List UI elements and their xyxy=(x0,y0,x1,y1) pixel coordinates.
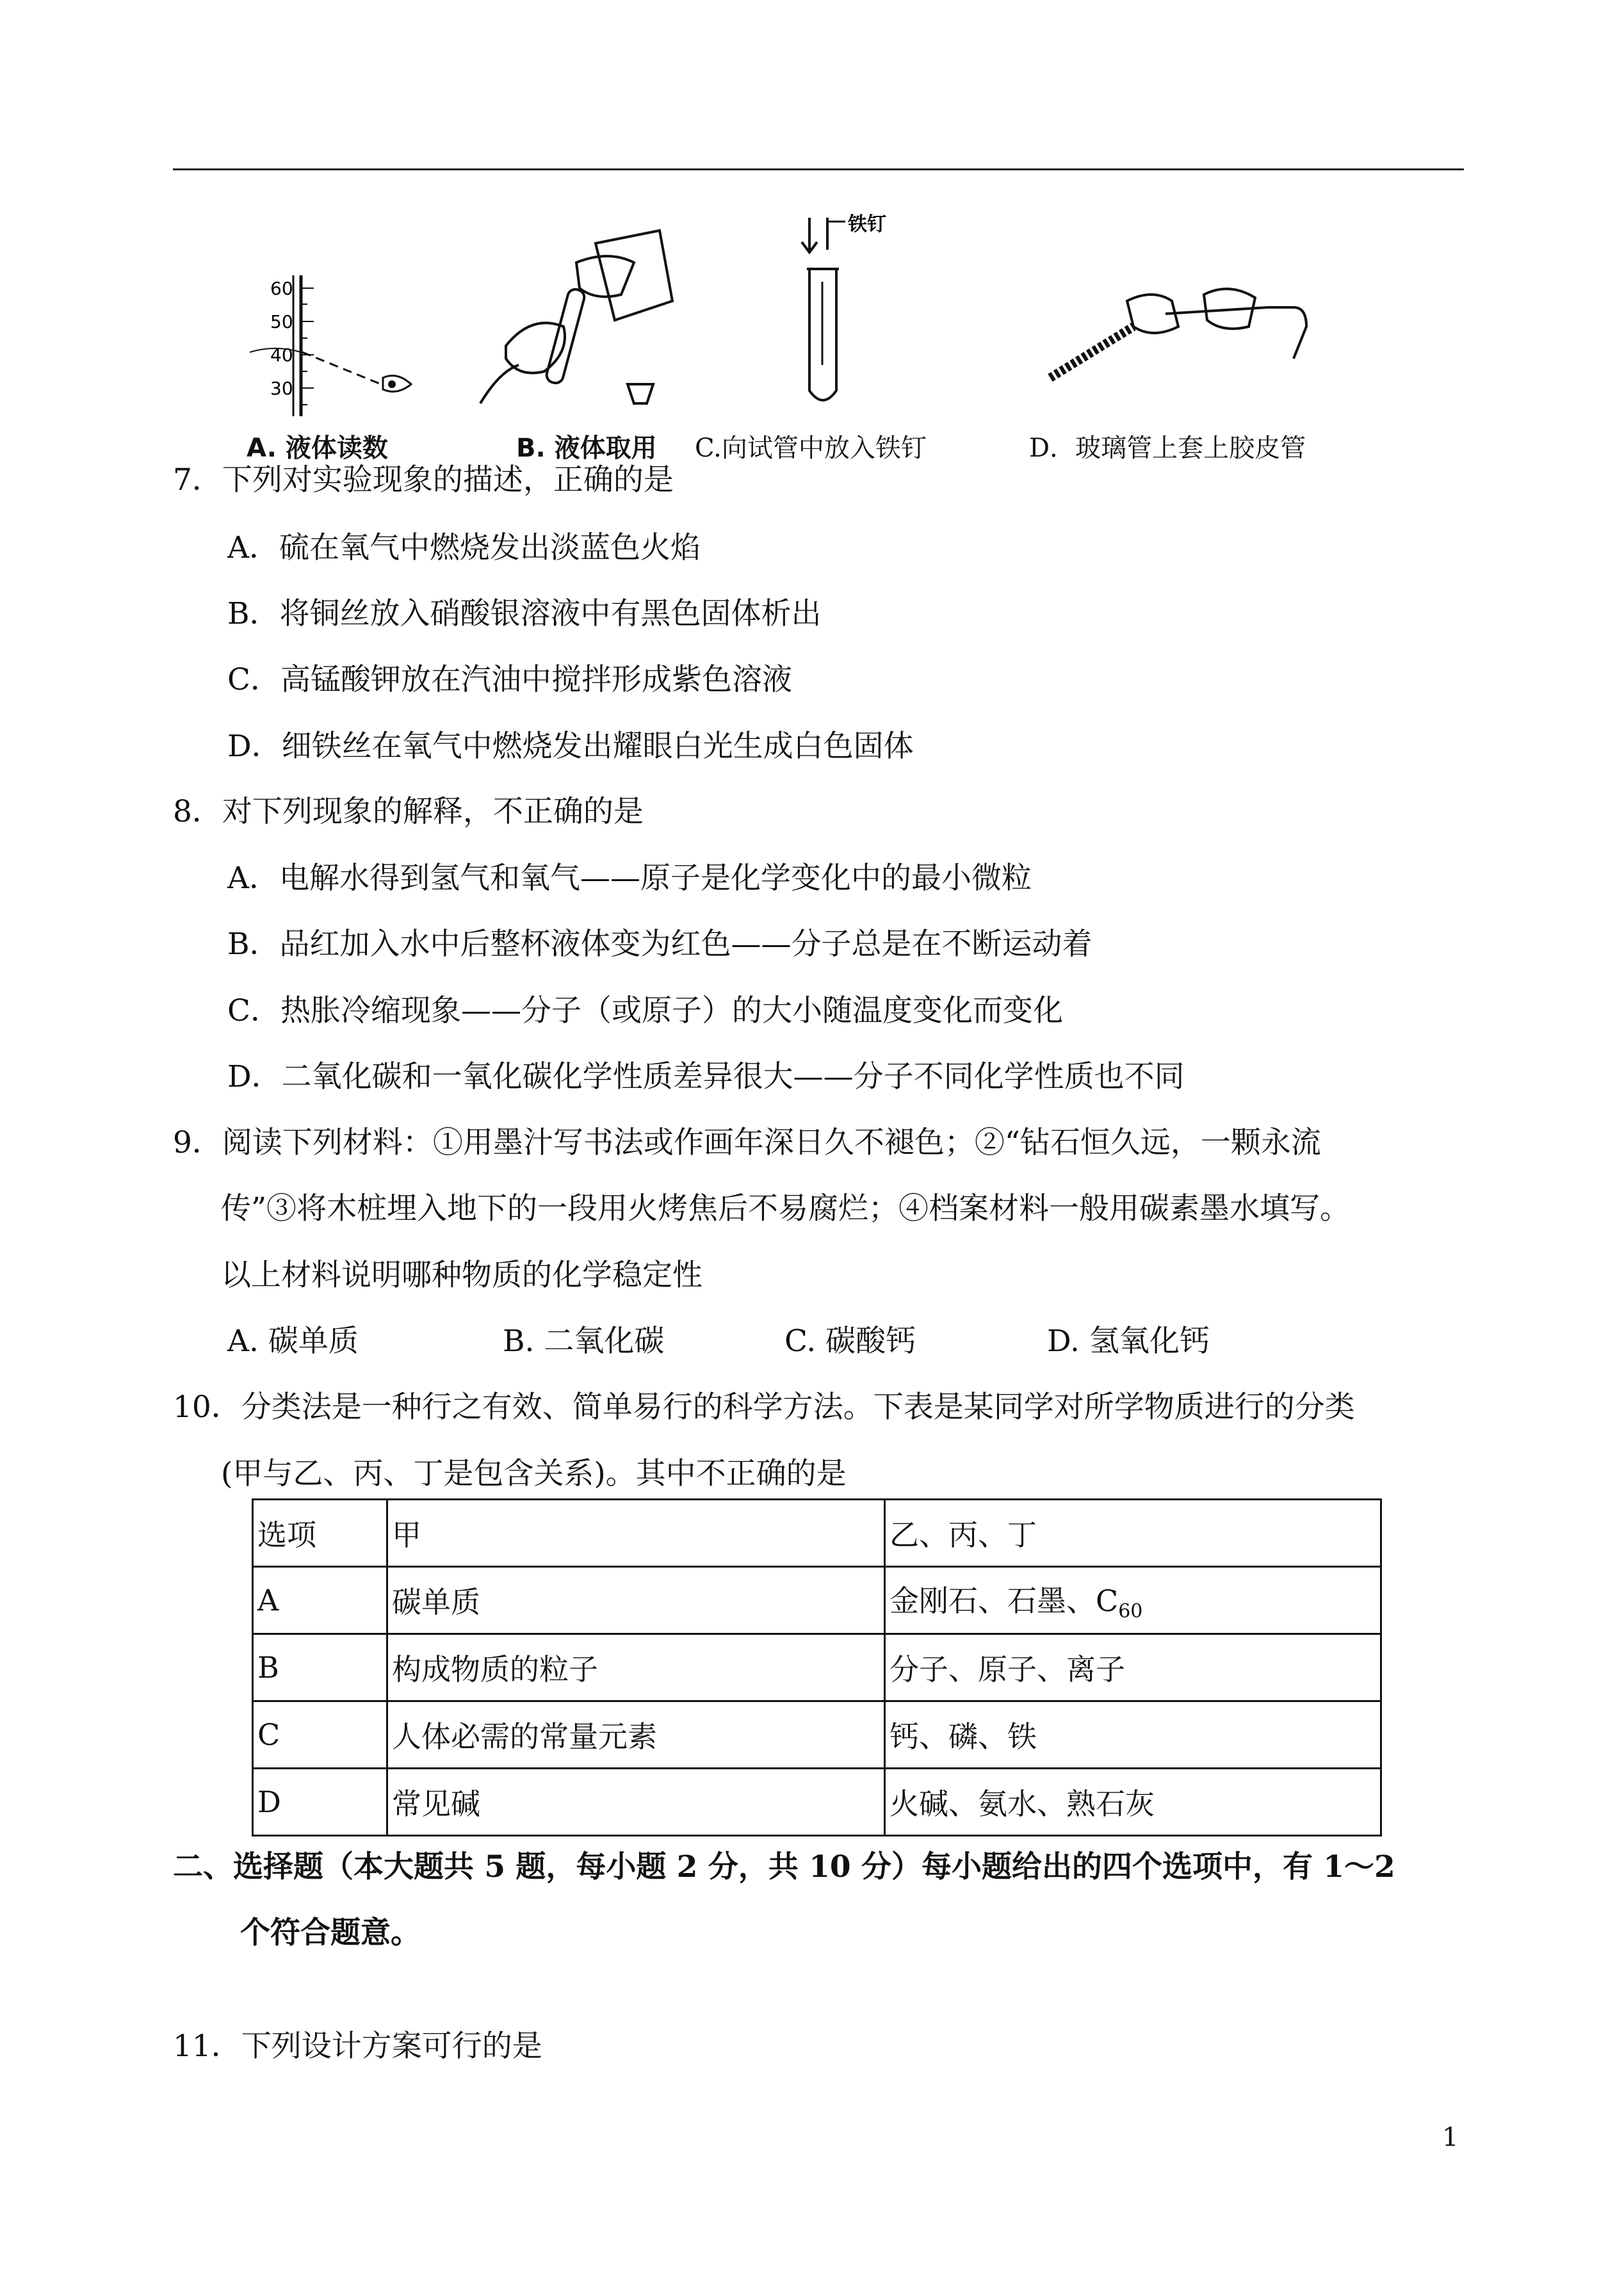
figure-c-test-tube-nail xyxy=(794,211,986,416)
question-7-option-c: C．高锰酸钾放在汽油中搅拌形成紫色溶液 xyxy=(227,662,792,697)
question-7-option-b: B．将铜丝放入硝酸银溶液中有黑色固体析出 xyxy=(227,596,822,631)
table-header-cell: 选项 xyxy=(253,1500,387,1567)
table-cell: 火碱、氨水、熟石灰 xyxy=(885,1769,1381,1836)
table-cell: 碳单质 xyxy=(387,1567,885,1634)
question-8-stem: 8．对下列现象的解释，不正确的是 xyxy=(173,794,644,829)
question-11-stem: 11．下列设计方案可行的是 xyxy=(173,2029,542,2064)
scale-label: 50 xyxy=(270,311,293,332)
table-row xyxy=(253,1769,1381,1836)
question-7-option-a: A．硫在氧气中燃烧发出淡蓝色火焰 xyxy=(227,530,701,565)
table-cell: 常见碱 xyxy=(387,1769,885,1836)
scale-label: 60 xyxy=(270,278,293,299)
table-cell: B xyxy=(253,1634,387,1701)
eye-icon xyxy=(383,376,411,392)
table-row xyxy=(253,1701,1381,1769)
classification-table xyxy=(252,1498,1382,1837)
question-9-stem-line: 以上材料说明哪种物质的化学稳定性 xyxy=(221,1258,702,1293)
table-header-cell: 甲 xyxy=(387,1500,885,1567)
question-8-option-a: A．电解水得到氢气和氧气——原子是化学变化中的最小微粒 xyxy=(227,861,1032,896)
header-rule xyxy=(173,168,1464,170)
figure-a-liquid-reading xyxy=(243,269,435,423)
table-cell xyxy=(885,1567,1381,1634)
question-9-option-a: A. 碳单质 xyxy=(227,1324,359,1359)
scale-label: 40 xyxy=(270,345,293,366)
question-10-stem-line: (甲与乙、丙、丁是包含关系)。其中不正确的是 xyxy=(221,1456,847,1491)
question-8-option-d: D．二氧化碳和一氧化碳化学性质差异很大——分子不同化学性质也不同 xyxy=(227,1059,1185,1094)
table-cell: 构成物质的粒子 xyxy=(387,1634,885,1701)
table-cell: D xyxy=(253,1769,387,1836)
page-number: 1 xyxy=(1442,2123,1459,2152)
table-row xyxy=(253,1567,1381,1634)
table-cell: C xyxy=(253,1701,387,1769)
cell-text: 金刚石、石墨、C xyxy=(889,1583,1119,1618)
question-9-stem-line: 9．阅读下列材料：①用墨汁写书法或作画年深日久不褪色；②“钻石恒久远，一颗永流 xyxy=(173,1125,1321,1160)
nail-label: 铁钉 xyxy=(848,213,886,236)
figure-d-glass-tube-rubber-hose xyxy=(1037,263,1319,397)
question-9-stem-line: 传”③将木桩埋入地下的一段用火烤焦后不易腐烂；④档案材料一般用碳素墨水填写。 xyxy=(221,1191,1351,1226)
figure-b-caption: B. 液体取用 xyxy=(516,434,657,463)
figure-b-liquid-pouring xyxy=(467,224,679,423)
section-2-heading-cont: 个符合题意。 xyxy=(240,1915,421,1950)
question-8-option-c: C．热胀冷缩现象——分子（或原子）的大小随温度变化而变化 xyxy=(227,993,1063,1028)
subscript: 60 xyxy=(1118,1600,1143,1623)
figure-d-caption: D．玻璃管上套上胶皮管 xyxy=(1029,434,1306,463)
question-9-option-d: D. 氢氧化钙 xyxy=(1047,1324,1210,1359)
question-8-option-b: B．品红加入水中后整杯液体变为红色——分子总是在不断运动着 xyxy=(227,927,1092,962)
figure-c-caption: C.向试管中放入铁钉 xyxy=(695,434,927,463)
table-cell: 钙、磷、铁 xyxy=(885,1701,1381,1769)
table-header-row xyxy=(253,1500,1381,1567)
question-7-stem: 7．下列对实验现象的描述，正确的是 xyxy=(173,462,674,498)
section-2-heading: 二、选择题（本大题共 5 题，每小题 2 分，共 10 分）每小题给出的四个选项中，有 1～2 xyxy=(173,1849,1395,1885)
question-10-stem-line: 10．分类法是一种行之有效、简单易行的科学方法。下表是某同学对所学物质进行的分类 xyxy=(173,1390,1355,1425)
table-cell: 人体必需的常量元素 xyxy=(387,1701,885,1769)
question-9-option-c: C. 碳酸钙 xyxy=(784,1324,916,1359)
question-9-option-b: B. 二氧化碳 xyxy=(503,1324,665,1359)
question-7-option-d: D．细铁丝在氧气中燃烧发出耀眼白光生成白色固体 xyxy=(227,729,914,764)
scale-label: 30 xyxy=(270,378,293,399)
table-cell: A xyxy=(253,1567,387,1634)
table-header-cell: 乙、丙、丁 xyxy=(885,1500,1381,1567)
figure-a-caption: A. 液体读数 xyxy=(247,434,388,463)
table-cell: 分子、原子、离子 xyxy=(885,1634,1381,1701)
table-row xyxy=(253,1634,1381,1701)
